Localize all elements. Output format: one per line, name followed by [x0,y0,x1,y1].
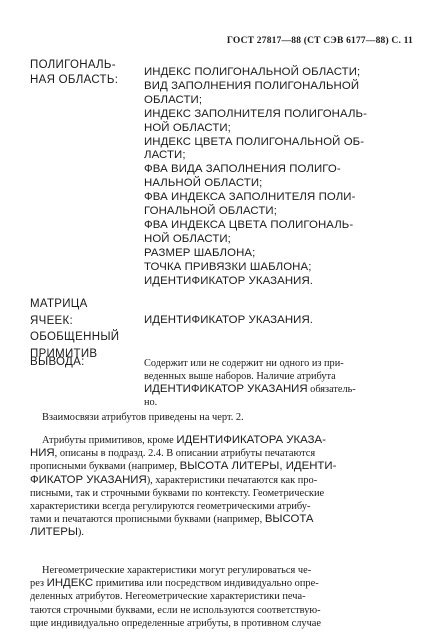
definition-line: ЛАСТИ; [144,149,186,162]
term-line: МАТРИЦА [30,298,88,310]
definition-line: ИНДЕКС ПОЛИГОНАЛЬНОЙ ОБЛАСТИ; [144,66,361,78]
definition-line: НОЙ ОБЛАСТИ; [144,232,231,245]
definition-line: ТОЧКА ПРИВЯЗКИ ШАБЛОНА; [144,260,312,273]
definition-line: Содержит или не содержит ни одного из при- [144,358,344,369]
definition-line: ФВА ВИДА ЗАПОЛНЕНИЯ ПОЛИГО- [144,163,341,176]
term-line: ПОЛИГОНАЛЬ- [30,59,116,71]
page-header: ГОСТ 27817—88 (СТ СЭВ 6177—88) С. 11 [226,36,413,46]
definition-line: ГОНАЛЬНОЙ ОБЛАСТИ; [144,205,277,218]
definition-line: но. [144,397,158,408]
term-polygonal-area [30,58,118,88]
definition-line: РАЗМЕР ШАБЛОНА; [144,246,256,259]
definition-polygonal-area [144,66,406,289]
definition-line: веденных выше наборов. Наличие атрибута [144,371,336,382]
term-line: ПРИМИТИВ [30,347,98,360]
term-output: ВЫВОДА: [30,356,85,368]
definition-line: ФВА ИНДЕКСА ЦВЕТА ПОЛИГОНАЛЬ- [144,218,354,231]
term-cell-array [30,296,119,362]
paragraph-nongeometric: Негеометрические характеристики могут регулироваться че- рез ИНДЕКС примитива или посредством индивидуально опре- деленных атрибутов. Негеометрические характеристики печа- таются строчными буквами, если не используются соответствую- щие индивидуально определенные атрибуты, в противном случае [30,565,322,629]
term-line: НАЯ ОБЛАСТЬ: [30,74,119,86]
definition-line: ИДЕНТИФИКАТОР УКАЗАНИЯ обязатель- [144,383,356,395]
definition-line: ВИД ЗАПОЛНЕНИЯ ПОЛИГОНАЛЬНОЙ [144,79,360,92]
definition-line: НАЛЬНОЙ ОБЛАСТИ; [144,177,263,190]
definition-output [144,357,409,409]
paragraph-primitive-attributes: Атрибуты примитивов, кроме ИДЕНТИФИКАТОРА УКАЗА- НИЯ, описаны в подразд. 2.4. В описании атрибуты печатаются прописными буквами (например, ВЫСОТА ЛИТЕРЫ, ИДЕНТИ- ФИКАТОР УКАЗАНИЯ), характеристики печатаются как про- писными, так и строчными буквами по контексту. Геометрические характеристики всегда регулируются геометрическими атрибу- тами и печатаются прописными буквами (например, ВЫСОТА ЛИТЕРЫ). [30,434,337,539]
attribute-name: ИДЕНТИФИКАТОР УКАЗАНИЯ [144,383,308,395]
term-line: ЯЧЕЕК: [30,314,74,327]
definition-line: ИНДЕКС ЗАПОЛНИТЕЛЯ ПОЛИГОНАЛЬ- [144,107,367,120]
definition-line: ФВА ИНДЕКСА ЗАПОЛНИТЕЛЯ ПОЛИ- [144,191,356,204]
definition-line: ОБЛАСТИ; [144,93,203,106]
term-line: ОБОБЩЕННЫЙ [30,331,120,343]
definition-cell-array [144,314,406,328]
definition-line: НОЙ ОБЛАСТИ; [144,121,231,134]
definition-line: ИДЕНТИФИКАТОР УКАЗАНИЯ. [144,274,314,287]
paragraph-relations: Взаимосвязи атрибутов приведены на черт. 2. [42,412,244,423]
definition-line: ИНДЕКС ЦВЕТА ПОЛИГОНАЛЬНОЙ ОБ- [144,135,365,148]
definition-line: ИДЕНТИФИКАТОР УКАЗАНИЯ. [144,314,314,326]
